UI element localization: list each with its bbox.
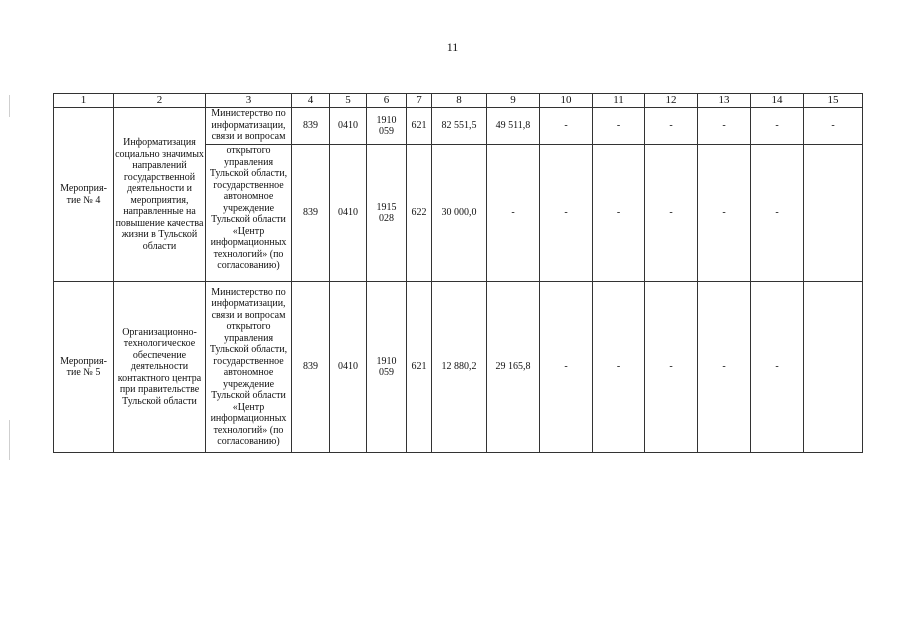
- table-cell: 49 511,8: [487, 108, 540, 145]
- table-cell: 0410: [330, 108, 367, 145]
- table-cell: -: [645, 145, 698, 282]
- table-cell: 30 000,0: [432, 145, 487, 282]
- event-name-cell: Организационно-технологическое обеспечение деятельности контактного центра при правительстве Тульской области: [114, 282, 206, 453]
- table-cell: 29 165,8: [487, 282, 540, 453]
- table-cell: 0410: [330, 282, 367, 453]
- table-cell: -: [540, 145, 593, 282]
- table-cell: 1915 028: [367, 145, 407, 282]
- table-cell: 0410: [330, 145, 367, 282]
- table-cell: -: [698, 108, 751, 145]
- table-cell: 82 551,5: [432, 108, 487, 145]
- table-cell: -: [804, 108, 863, 145]
- executor-cell: Министерство по информатизации, связи и вопросам: [206, 108, 292, 145]
- table-cell: -: [593, 145, 645, 282]
- column-header: 11: [593, 94, 645, 108]
- table-cell: 622: [407, 145, 432, 282]
- executor-cell: открытого управления Тульской области, государственное автономное учреждение Тульской области «Центр информационных технологий» (по согласованию): [206, 145, 292, 282]
- table-cell: -: [751, 145, 804, 282]
- table-cell: -: [645, 282, 698, 453]
- column-header: 3: [206, 94, 292, 108]
- table-row: [54, 282, 863, 453]
- page-number: 11: [446, 40, 459, 54]
- table-cell: -: [593, 108, 645, 145]
- table-cell: -: [751, 108, 804, 145]
- event-cell: Мероприя-тие № 4: [54, 108, 114, 282]
- event-name-cell: Информатизация социально значимых направлений государственной деятельности и мероприятия, направленные на повышение качества жизни в Тульской области: [114, 108, 206, 282]
- table-cell: 621: [407, 108, 432, 145]
- table-cell: -: [698, 282, 751, 453]
- column-header: 6: [367, 94, 407, 108]
- table-cell: 839: [292, 282, 330, 453]
- header-row: [54, 94, 863, 108]
- budget-table: [53, 93, 863, 453]
- table-cell: -: [645, 108, 698, 145]
- table-row: [54, 108, 863, 145]
- column-header: 12: [645, 94, 698, 108]
- column-header: 13: [698, 94, 751, 108]
- table-cell: 839: [292, 108, 330, 145]
- column-header: 1: [54, 94, 114, 108]
- table-cell: -: [540, 282, 593, 453]
- column-header: 7: [407, 94, 432, 108]
- column-header: 5: [330, 94, 367, 108]
- column-header: 10: [540, 94, 593, 108]
- table-cell: [804, 282, 863, 453]
- scan-artifact: [9, 420, 10, 460]
- table-cell: 621: [407, 282, 432, 453]
- table-cell: 1910 059: [367, 108, 407, 145]
- table-cell: [804, 145, 863, 282]
- table-cell: -: [751, 282, 804, 453]
- table-cell: -: [593, 282, 645, 453]
- executor-cell: Министерство по информатизации, связи и вопросам открытого управления Тульской области, государственное автономное учреждение Тульской области «Центр информационных технологий» (по согласованию): [206, 282, 292, 453]
- column-header: 2: [114, 94, 206, 108]
- column-header: 9: [487, 94, 540, 108]
- table-cell: -: [698, 145, 751, 282]
- column-header: 14: [751, 94, 804, 108]
- table-cell: 12 880,2: [432, 282, 487, 453]
- column-header: 15: [804, 94, 863, 108]
- scan-artifact: [9, 95, 10, 117]
- table-cell: 1910 059: [367, 282, 407, 453]
- table-cell: -: [540, 108, 593, 145]
- event-cell: Мероприя-тие № 5: [54, 282, 114, 453]
- table-cell: -: [487, 145, 540, 282]
- column-header: 8: [432, 94, 487, 108]
- table-cell: 839: [292, 145, 330, 282]
- column-header: 4: [292, 94, 330, 108]
